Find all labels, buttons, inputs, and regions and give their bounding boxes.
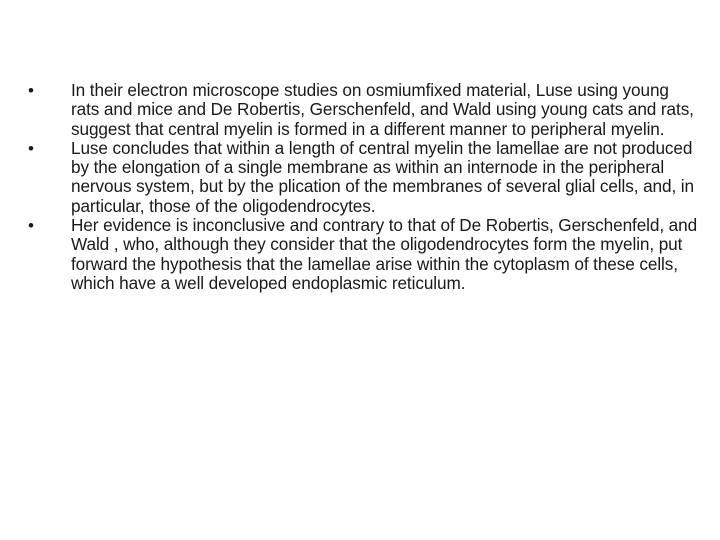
bullet-dot-icon: • bbox=[28, 138, 34, 158]
bullet-item-3 bbox=[28, 216, 698, 293]
bullet-text-1: In their electron microscope studies on osmiumfixed material, Luse using young rats and mice and De Robertis, Gerschenfeld, and Wald using young cats and rats, suggest that central myelin is formed in a different manner to peripheral myelin. bbox=[71, 80, 694, 139]
bullet-list bbox=[28, 81, 698, 293]
bullet-item-2 bbox=[28, 139, 698, 216]
bullet-item-1 bbox=[28, 81, 698, 139]
bullet-text-2: Luse concludes that within a length of central myelin the lamellae are not produced by the elongation of a single membrane as within an internode in the peripheral nervous system, but by the plication of the membranes of several glial cells, and, in particular, those of the oligodendrocytes. bbox=[71, 137, 694, 216]
bullet-dot-icon: • bbox=[28, 81, 34, 100]
bullet-text-3: Her evidence is inconclusive and contrary to that of De Robertis, Gerschenfeld, and Wald , who, although they consider that the oligodendrocytes form the myelin, put forward the hypothesis that the lamellae arise within the cytoplasm of these cells, which have a well developed endoplasmic reticulum. bbox=[71, 215, 698, 293]
bullet-dot-icon: • bbox=[28, 216, 34, 236]
